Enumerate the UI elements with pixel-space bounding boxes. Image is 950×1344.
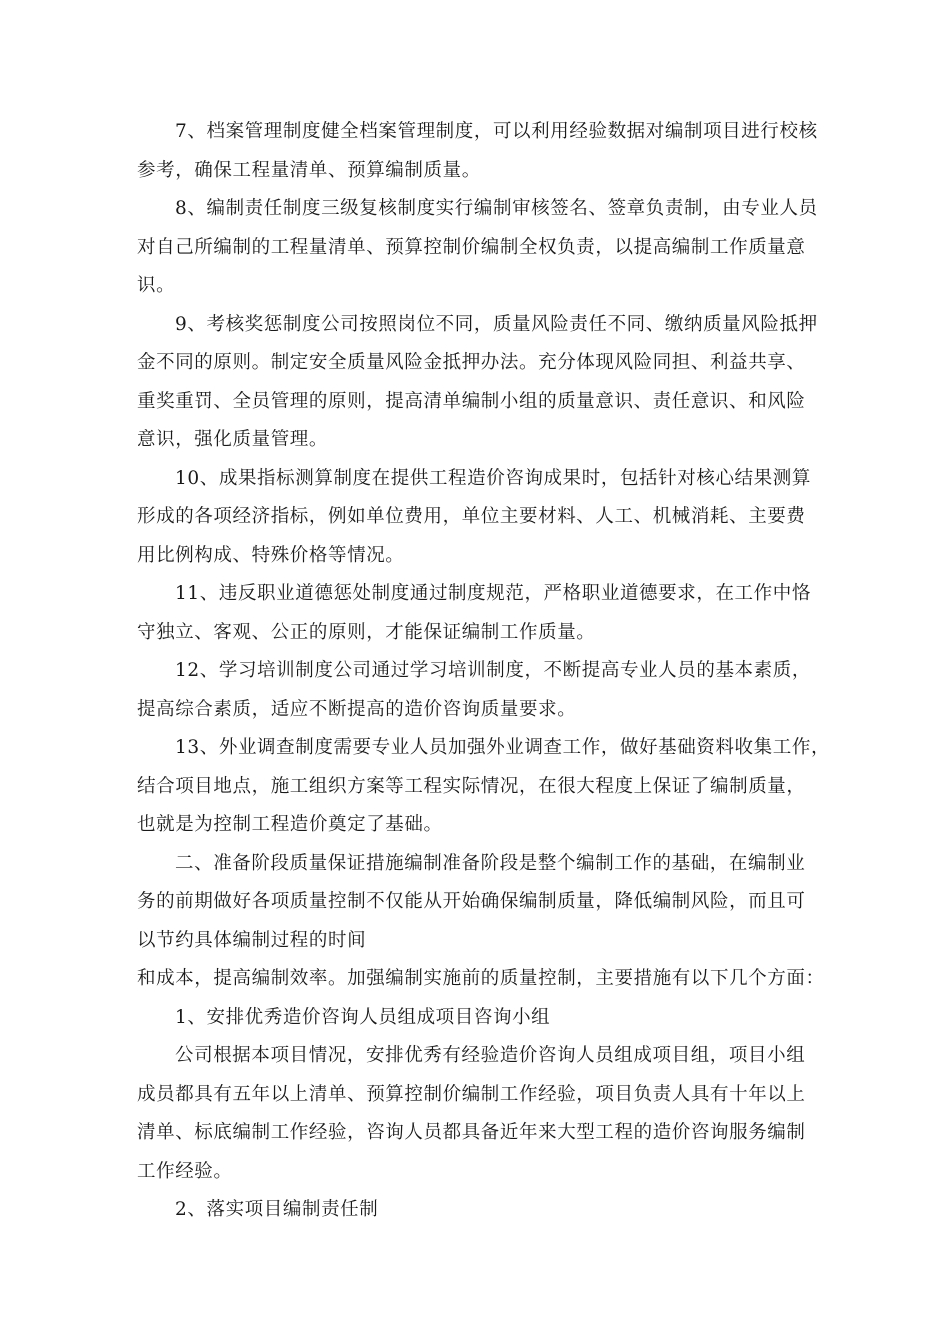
- text-line: 也就是为控制工程造价奠定了基础。: [137, 814, 443, 835]
- text-line: 12、学习培训制度公司通过学习培训制度，不断提高专业人员的基本素质，: [175, 660, 811, 681]
- text-line: 重奖重罚、全员管理的原则，提高清单编制小组的质量意识、责任意识、和风险: [137, 390, 806, 412]
- text-line: 形成的各项经济指标，例如单位费用，单位主要材料、人工、机械消耗、主要费: [137, 506, 806, 527]
- text-line: 提高综合素质，适应不断提高的造价咨询质量要求。: [137, 698, 577, 720]
- text-line: 9、考核奖惩制度公司按照岗位不同，质量风险责任不同、缴纳质量风险抵押: [175, 313, 818, 335]
- text-line: 守独立、客观、公正的原则，才能保证编制工作质量。: [137, 621, 596, 643]
- text-line: 11、违反职业道德惩处制度通过制度规范，严格职业道德要求，在工作中恪: [175, 583, 811, 604]
- text-line: 7、档案管理制度健全档案管理制度，可以利用经验数据对编制项目进行校核: [175, 121, 818, 142]
- text-line: 8、编制责任制度三级复核制度实行编制审核签名、签章负责制，由专业人员: [175, 198, 818, 219]
- text-line: 结合项目地点，施工组织方案等工程实际情况，在很大程度上保证了编制质量，: [137, 775, 806, 797]
- text-line: 二、准备阶段质量保证措施编制准备阶段是整个编制工作的基础，在编制业: [175, 852, 806, 874]
- text-line: 识。: [137, 275, 176, 296]
- text-line: 以节约具体编制过程的时间: [137, 929, 367, 951]
- text-line: 13、外业调查制度需要专业人员加强外业调查工作，做好基础资料收集工作，: [175, 737, 831, 758]
- text-line: 公司根据本项目情况，安排优秀有经验造价咨询人员组成项目组，项目小组: [175, 1045, 806, 1066]
- text-line: 务的前期做好各项质量控制不仅能从开始确保编制质量，降低编制风险，而且可: [137, 891, 806, 912]
- text-line: 意识，强化质量管理。: [137, 429, 329, 450]
- text-line: 对自己所编制的工程量清单、预算控制价编制全权负责，以提高编制工作质量意: [137, 236, 806, 258]
- text-line: 10、成果指标测算制度在提供工程造价咨询成果时，包括针对核心结果测算: [175, 467, 811, 489]
- text-line: 工作经验。: [137, 1160, 233, 1182]
- text-line: 金不同的原则。制定安全质量风险金抵押办法。充分体现风险同担、利益共享、: [137, 352, 806, 373]
- text-line: 1、安排优秀造价咨询人员组成项目咨询小组: [175, 1006, 551, 1028]
- text-line: 成员都具有五年以上清单、预算控制价编制工作经验，项目负责人具有十年以上: [137, 1083, 806, 1105]
- text-line: 2、落实项目编制责任制: [175, 1199, 379, 1220]
- text-line: 和成本，提高编制效率。加强编制实施前的质量控制，主要措施有以下几个方面：: [137, 968, 825, 989]
- text-line: 参考，确保工程量清单、预算编制质量。: [137, 159, 481, 181]
- document-page: [137, 113, 837, 1230]
- text-line: 清单、标底编制工作经验，咨询人员都具备近年来大型工程的造价咨询服务编制: [137, 1122, 806, 1143]
- text-line: 用比例构成、特殊价格等情况。: [137, 544, 405, 566]
